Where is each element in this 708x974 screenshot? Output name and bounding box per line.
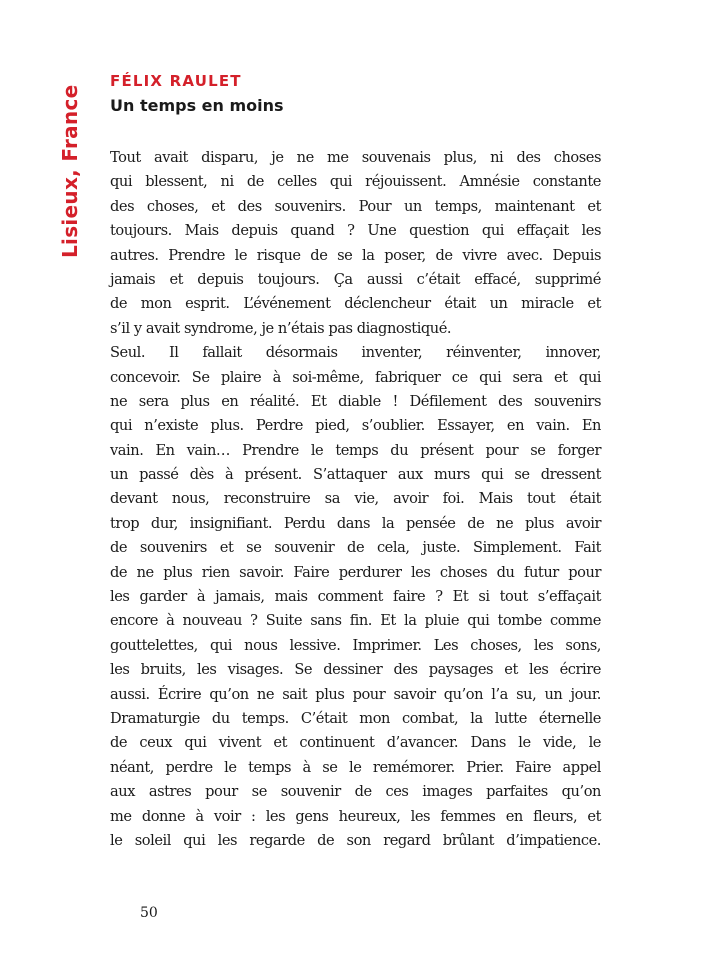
text-line: aussi. Écrire qu’on ne sait plus pour savoir qu’on l’a su, un jour. — [110, 685, 601, 703]
text-line: trop dur, insignifiant. Perdu dans la pensée de ne plus avoir — [110, 514, 601, 532]
author-name: FÉLIX RAULET — [110, 72, 242, 90]
text-line: s’il y avait syndrome, je n’étais pas diagnostiqué. — [110, 319, 452, 337]
text-line: gouttelettes, qui nous lessive. Imprimer. Les choses, les sons, — [110, 636, 601, 654]
text-line: de ne plus rien savoir. Faire perdurer les choses du futur pour — [110, 563, 601, 581]
text-line: Seul. Il fallait désormais inventer, réinventer, innover, — [110, 344, 601, 362]
text-line: des choses, et des souvenirs. Pour un temps, maintenant et — [110, 197, 601, 215]
body-text — [110, 146, 601, 853]
text-line: me donne à voir : les gens heureux, les femmes en fleurs, et — [110, 807, 601, 825]
text-line: le soleil qui les regarde de son regard brûlant d’impatience. — [110, 831, 601, 849]
text-line: de ceux qui vivent et continuent d’avancer. Dans le vide, le — [110, 734, 601, 752]
page-title: Un temps en moins — [110, 96, 284, 115]
text-line: encore à nouveau ? Suite sans fin. Et la pluie qui tombe comme — [110, 612, 601, 630]
text-line: jamais et depuis toujours. Ça aussi c’était effacé, supprimé — [110, 270, 601, 288]
text-line: de mon esprit. L’événement déclencheur était un miracle et — [110, 295, 601, 313]
text-line: qui n’existe plus. Perdre pied, s’oublier. Essayer, en vain. En — [110, 417, 601, 435]
text-line: Tout avait disparu, je ne me souvenais plus, ni des choses — [110, 149, 601, 166]
text-line: un passé dès à présent. S’attaquer aux murs qui se dressent — [110, 466, 601, 484]
text-line: qui blessent, ni de celles qui réjouissent. Amnésie constante — [110, 173, 601, 191]
text-line: vain. En vain… Prendre le temps du présent pour se forger — [110, 441, 601, 459]
text-line: concevoir. Se plaire à soi-même, fabriquer ce qui sera et qui — [110, 368, 601, 386]
text-line: néant, perdre le temps à se le remémorer. Prier. Faire appel — [110, 758, 601, 776]
text-line: toujours. Mais depuis quand ? Une question qui effaçait les — [110, 222, 601, 240]
text-line: devant nous, reconstruire sa vie, avoir foi. Mais tout était — [110, 490, 601, 508]
text-line: Dramaturgie du temps. C’était mon combat, la lutte éternelle — [110, 709, 601, 727]
text-line: les garder à jamais, mais comment faire ? Et si tout s’effaçait — [110, 588, 601, 606]
page-number: 50 — [140, 905, 158, 921]
text-line: ne sera plus en réalité. Et diable ! Défilement des souvenirs — [110, 392, 601, 410]
text-line: aux astres pour se souvenir de ces images parfaites qu’on — [110, 783, 601, 801]
text-line: autres. Prendre le risque de se la poser, de vivre avec. Depuis — [110, 246, 601, 264]
text-line: de souvenirs et se souvenir de cela, juste. Simplement. Fait — [110, 539, 601, 557]
text-line: les bruits, les visages. Se dessiner des paysages et les écrire — [110, 661, 601, 679]
location-label: Lisieux, France — [58, 84, 82, 258]
